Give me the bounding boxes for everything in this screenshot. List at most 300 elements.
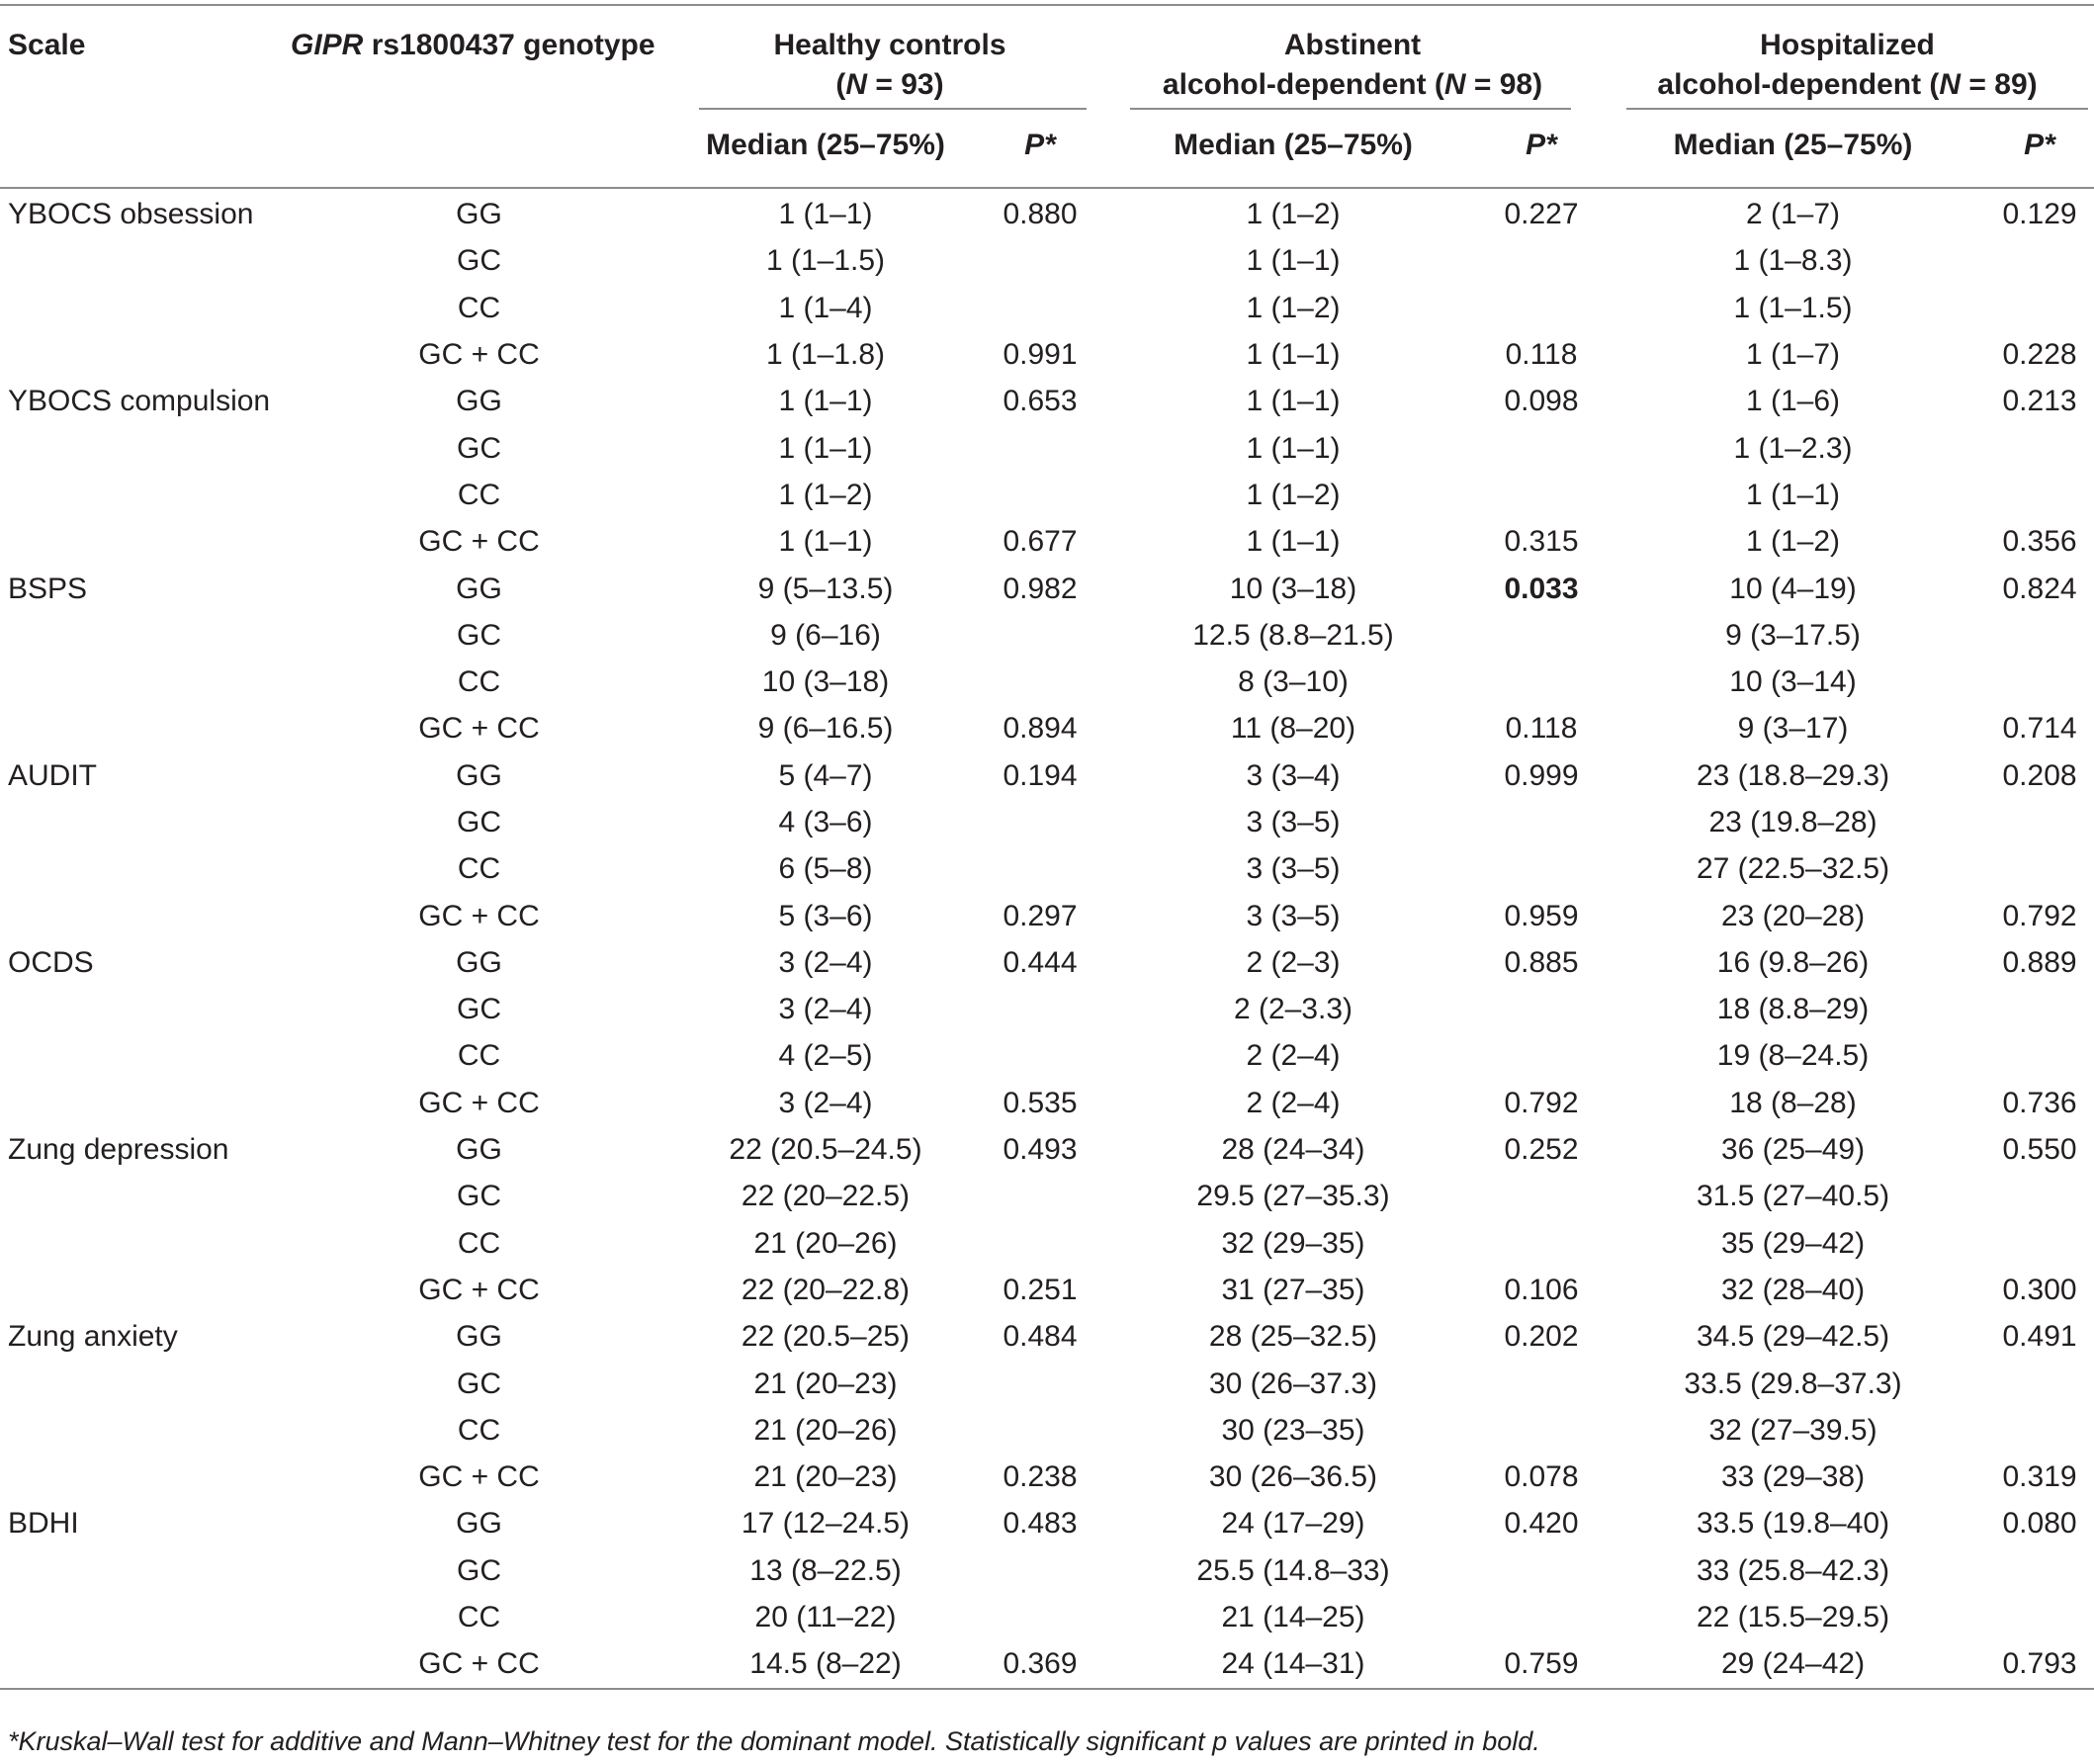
abstinent-p-cell: 0.202: [1504, 1320, 1579, 1354]
abstinent-median-cell: 30 (26–36.5): [1208, 1460, 1378, 1494]
healthy-median-cell: 9 (6–16): [770, 618, 881, 652]
hospitalized-median-cell: 1 (1–2): [1745, 525, 1841, 559]
genotype-cell: GC: [457, 1367, 501, 1400]
healthy-p-cell: [976, 1032, 1104, 1079]
hospitalized-median-cell: 34.5 (29–42.5): [1696, 1320, 1890, 1354]
genotype-cell: GG: [456, 198, 502, 231]
abstinent-p-cell: 0.033: [1504, 572, 1579, 605]
abstinent-p-cell: 0.315: [1504, 525, 1579, 559]
healthy-p-cell: [976, 799, 1104, 845]
healthy-median-cell: 3 (2–4): [778, 945, 873, 979]
abstinent-p-cell: [1482, 237, 1601, 284]
healthy-median-cell: 10 (3–18): [761, 665, 890, 699]
header-p: P*: [976, 116, 1104, 188]
scale-cell: [0, 1594, 283, 1640]
healthy-median-cell: 14.5 (8–22): [675, 1640, 976, 1688]
abstinent-p-cell: [1482, 424, 1601, 471]
table-row: [0, 1360, 2094, 1406]
healthy-median-cell: 22 (20.5–25): [741, 1320, 911, 1354]
abstinent-median-cell: 3 (3–5): [1246, 852, 1341, 886]
healthy-median-cell: 6 (5–8): [778, 852, 873, 886]
healthy-p-cell: [976, 986, 1104, 1032]
genotype-cell: CC: [457, 478, 501, 511]
table-row: [0, 1126, 2094, 1173]
header-genotype: [283, 5, 675, 116]
healthy-median-cell: 1 (1–1): [778, 431, 873, 465]
healthy-median-cell: 20 (11–22): [754, 1601, 897, 1634]
genotype-cell: CC: [457, 665, 501, 699]
healthy-p-cell: [976, 1594, 1104, 1640]
abstinent-median-cell: 2 (2–3.3): [1233, 993, 1353, 1026]
abstinent-median-cell: 1 (1–1): [1246, 244, 1341, 278]
scale-cell: [0, 518, 283, 565]
healthy-p-cell: 0.369: [976, 1640, 1104, 1688]
genotype-cell: GC + CC: [418, 899, 540, 932]
abstinent-median-cell: 24 (14–31): [1104, 1640, 1482, 1688]
healthy-median-cell: 1 (1–1.8): [765, 338, 886, 372]
healthy-p-cell: 0.297: [1003, 899, 1078, 932]
healthy-median-cell: 22 (20–22.8): [741, 1273, 911, 1306]
hospitalized-median-cell: 10 (3–14): [1729, 665, 1857, 699]
healthy-p-cell: [976, 472, 1104, 518]
hospitalized-median-cell: 23 (18.8–29.3): [1696, 758, 1890, 792]
hospitalized-median-cell: 10 (4–19): [1729, 572, 1857, 605]
hospitalized-p-cell: [1985, 472, 2094, 518]
hospitalized-median-cell: 1 (1–1.5): [1733, 291, 1853, 324]
healthy-p-cell: 0.444: [1003, 945, 1078, 979]
genotype-cell: GC: [457, 806, 501, 838]
table-row: [0, 285, 2094, 331]
hospitalized-median-cell: 23 (20–28): [1720, 899, 1866, 932]
scale-cell: [0, 659, 283, 705]
header-group-healthy-line2: (N = 93): [835, 68, 944, 101]
table-row: [0, 799, 2094, 845]
hospitalized-median-cell: 32 (28–40): [1720, 1273, 1866, 1306]
hospitalized-median-cell: 33.5 (29.8–37.3): [1684, 1367, 1902, 1400]
healthy-median-cell: 1 (1–1.5): [765, 244, 886, 278]
genotype-cell: GC: [457, 993, 501, 1026]
healthy-p-cell: 0.251: [1003, 1273, 1078, 1306]
table-row: [0, 752, 2094, 799]
healthy-p-cell: 0.677: [1003, 525, 1078, 559]
header-scale: Scale: [8, 29, 86, 61]
scale-cell: AUDIT: [8, 758, 97, 792]
hospitalized-p-cell: 0.228: [2002, 338, 2077, 372]
hospitalized-p-cell: [1985, 1407, 2094, 1454]
hospitalized-median-cell: 36 (25–49): [1720, 1133, 1866, 1167]
genotype-cell: GC + CC: [283, 1640, 675, 1688]
healthy-p-cell: [976, 1220, 1104, 1267]
table-row: [0, 845, 2094, 892]
hospitalized-p-cell: [1985, 237, 2094, 284]
abstinent-p-cell: [1482, 285, 1601, 331]
abstinent-p-cell: 0.098: [1504, 385, 1579, 418]
healthy-median-cell: 1 (1–1): [778, 385, 873, 418]
table-row: [0, 1173, 2094, 1219]
abstinent-p-cell: [1482, 472, 1601, 518]
abstinent-median-cell: 32 (29–35): [1221, 1226, 1365, 1260]
healthy-median-cell: 1 (1–1): [778, 198, 873, 231]
scale-cell: [0, 1032, 283, 1079]
genotype-cell: GC: [457, 1553, 501, 1587]
scale-cell: BDHI: [8, 1507, 79, 1541]
hospitalized-median-cell: 22 (15.5–29.5): [1696, 1601, 1890, 1634]
header-blank: [0, 116, 283, 188]
scale-cell: [0, 1454, 283, 1500]
abstinent-p-cell: 0.999: [1504, 758, 1579, 792]
genotype-cell: CC: [457, 1413, 501, 1447]
table-row: [0, 1032, 2094, 1079]
genotype-cell: GG: [456, 572, 502, 605]
table-row: [0, 1220, 2094, 1267]
scale-cell: YBOCS compulsion: [8, 385, 271, 418]
abstinent-median-cell: 10 (3–18): [1229, 572, 1357, 605]
healthy-p-cell: [976, 659, 1104, 705]
scale-cell: [0, 799, 283, 845]
healthy-median-cell: 21 (20–23): [753, 1367, 898, 1400]
hospitalized-p-cell: 0.208: [2002, 758, 2077, 792]
healthy-median-cell: 21 (20–26): [753, 1226, 898, 1260]
table-row: [0, 659, 2094, 705]
genotype-cell: GG: [456, 1320, 502, 1354]
abstinent-median-cell: 1 (1–1): [1246, 385, 1341, 418]
abstinent-p-cell: 0.792: [1504, 1086, 1579, 1119]
hospitalized-p-cell: [1985, 1360, 2094, 1406]
header-group-hospitalized-line2: alcohol-dependent (N = 89): [1657, 68, 2038, 101]
abstinent-median-cell: 28 (25–32.5): [1208, 1320, 1378, 1354]
table-header: [0, 5, 2094, 188]
genotype-cell: GC + CC: [418, 525, 540, 559]
abstinent-p-cell: 0.252: [1504, 1133, 1579, 1167]
hospitalized-median-cell: 2 (1–7): [1745, 198, 1841, 231]
table-footnote: *Kruskal–Wall test for additive and Mann–Whitney test for the dominant model. Statistically significant p values are printed in bold.: [8, 1726, 1540, 1756]
table-row: [0, 1547, 2094, 1594]
healthy-median-cell: 4 (3–6): [778, 806, 873, 838]
hospitalized-median-cell: 27 (22.5–32.5): [1696, 852, 1890, 886]
genotype-cell: GG: [456, 385, 502, 418]
healthy-p-cell: [976, 424, 1104, 471]
hospitalized-p-cell: 0.319: [2002, 1460, 2077, 1494]
hospitalized-median-cell: 32 (27–39.5): [1708, 1413, 1877, 1447]
healthy-median-cell: 4 (2–5): [778, 1039, 873, 1073]
genotype-cell: GC + CC: [418, 1273, 540, 1306]
table-row: [0, 378, 2094, 424]
header-group-healthy: [675, 5, 1104, 116]
abstinent-median-cell: 2 (2–4): [1246, 1086, 1341, 1119]
healthy-median-cell: 5 (3–6): [778, 899, 873, 932]
hospitalized-median-cell: 33 (29–38): [1720, 1460, 1866, 1494]
healthy-p-cell: 0.238: [1003, 1460, 1078, 1494]
hospitalized-median-cell: 31.5 (27–40.5): [1696, 1180, 1890, 1213]
hospitalized-p-cell: [1985, 1173, 2094, 1219]
abstinent-p-cell: [1482, 1220, 1601, 1267]
abstinent-p-cell: 0.106: [1504, 1273, 1579, 1306]
genotype-cell: GC: [457, 244, 501, 278]
healthy-median-cell: 21 (20–23): [753, 1460, 898, 1494]
abstinent-p-cell: 0.885: [1504, 945, 1579, 979]
healthy-p-cell: [976, 285, 1104, 331]
table-row: [0, 939, 2094, 986]
header-group-hospitalized-line1: Hospitalized: [1760, 29, 1935, 61]
healthy-p-cell: 0.982: [1003, 572, 1078, 605]
healthy-median-cell: 22 (20.5–24.5): [729, 1133, 922, 1167]
abstinent-p-cell: [1482, 1032, 1601, 1079]
genotype-cell: GC: [457, 1180, 501, 1213]
healthy-p-cell: [976, 1360, 1104, 1406]
healthy-median-cell: 21 (20–26): [753, 1413, 898, 1447]
table-row: [0, 188, 2094, 237]
hospitalized-p-cell: [1985, 285, 2094, 331]
hospitalized-median-cell: 1 (1–8.3): [1733, 244, 1853, 278]
healthy-p-cell: [976, 1173, 1104, 1219]
genotype-cell: GG: [456, 1133, 502, 1167]
hospitalized-median-cell: 29 (24–42): [1601, 1640, 1985, 1688]
table-row: [0, 1640, 2094, 1688]
abstinent-p-cell: [1482, 1360, 1601, 1406]
abstinent-p-cell: [1482, 612, 1601, 659]
genotype-cell: GC + CC: [418, 1460, 540, 1494]
genotype-cell: GC + CC: [418, 1086, 540, 1119]
hospitalized-p-cell: 0.356: [2002, 525, 2077, 559]
abstinent-median-cell: 11 (8–20): [1230, 712, 1356, 746]
hospitalized-p-cell: [1985, 1032, 2094, 1079]
abstinent-median-cell: 1 (1–2): [1246, 478, 1341, 511]
hospitalized-p-cell: 0.213: [2002, 385, 2077, 418]
header-genotype-gene: GIPR: [291, 29, 364, 61]
healthy-p-cell: 0.653: [1003, 385, 1078, 418]
table-row: [0, 424, 2094, 471]
hospitalized-median-cell: 1 (1–2.3): [1733, 431, 1853, 465]
table-row: [0, 1407, 2094, 1454]
genotype-cell: CC: [457, 1601, 501, 1634]
header-group-abstinent: [1104, 5, 1601, 116]
abstinent-p-cell: [1482, 659, 1601, 705]
scale-cell: [0, 705, 283, 751]
hospitalized-p-cell: 0.793: [1985, 1640, 2094, 1688]
healthy-median-cell: 5 (4–7): [778, 758, 873, 792]
hospitalized-p-cell: [1985, 424, 2094, 471]
hospitalized-median-cell: 18 (8.8–29): [1716, 993, 1870, 1026]
abstinent-p-cell: [1482, 986, 1601, 1032]
header-median: Median (25–75%): [675, 116, 976, 188]
abstinent-median-cell: 1 (1–2): [1246, 198, 1341, 231]
hospitalized-p-cell: 0.736: [2002, 1086, 2077, 1119]
table-row: [0, 1500, 2094, 1546]
scale-cell: [0, 285, 283, 331]
abstinent-p-cell: [1482, 1407, 1601, 1454]
table-row: [0, 237, 2094, 284]
scale-cell: Zung anxiety: [8, 1320, 178, 1354]
table-row: [0, 1267, 2094, 1313]
hospitalized-median-cell: 1 (1–1): [1745, 478, 1841, 511]
abstinent-median-cell: 1 (1–1): [1246, 431, 1341, 465]
healthy-median-cell: 3 (2–4): [778, 993, 873, 1026]
healthy-median-cell: 13 (8–22.5): [749, 1553, 902, 1587]
header-group-rule: [1130, 108, 1571, 110]
healthy-median-cell: 22 (20–22.5): [741, 1180, 911, 1213]
scale-cell: [0, 1360, 283, 1406]
hospitalized-p-cell: [1985, 1547, 2094, 1594]
genotype-cell: GC: [457, 431, 501, 465]
scale-cell: [0, 331, 283, 378]
scale-cell: [0, 1640, 283, 1688]
genotype-cell: CC: [457, 1039, 501, 1073]
abstinent-median-cell: 31 (27–35): [1221, 1273, 1365, 1306]
scale-cell: [0, 1080, 283, 1126]
abstinent-p-cell: [1482, 1594, 1601, 1640]
genotype-cell: GC + CC: [418, 712, 540, 746]
genotype-cell: GG: [456, 1507, 502, 1541]
header-group-hospitalized: [1601, 5, 2094, 116]
header-median: Median (25–75%): [1601, 116, 1985, 188]
abstinent-p-cell: 0.118: [1505, 712, 1578, 746]
healthy-p-cell: 0.991: [1003, 338, 1078, 372]
abstinent-median-cell: 30 (26–37.3): [1208, 1367, 1378, 1400]
hospitalized-p-cell: [1985, 612, 2094, 659]
abstinent-median-cell: 3 (3–5): [1246, 806, 1341, 838]
scale-cell: [0, 1547, 283, 1594]
genotype-cell: CC: [457, 1226, 501, 1260]
hospitalized-p-cell: 0.129: [2002, 198, 2077, 231]
abstinent-p-cell: [1482, 1173, 1601, 1219]
hospitalized-median-cell: 19 (8–24.5): [1716, 1039, 1870, 1073]
header-p: P*: [1482, 116, 1601, 188]
header-group-healthy-line1: Healthy controls: [773, 29, 1006, 61]
header-blank: [283, 116, 675, 188]
healthy-median-cell: 1 (1–1): [778, 525, 873, 559]
header-group-abstinent-line2: alcohol-dependent (N = 98): [1162, 68, 1543, 101]
abstinent-median-cell: 3 (3–5): [1246, 899, 1341, 932]
healthy-p-cell: [976, 612, 1104, 659]
hospitalized-p-cell: [1985, 1594, 2094, 1640]
genotype-cell: CC: [457, 852, 501, 886]
healthy-median-cell: 3 (2–4): [778, 1086, 873, 1119]
hospitalized-p-cell: 0.824: [2002, 572, 2077, 605]
scale-cell: [0, 1267, 283, 1313]
header-median: Median (25–75%): [1104, 116, 1482, 188]
table-row: [0, 705, 2094, 751]
abstinent-p-cell: [1482, 845, 1601, 892]
table-body: [0, 188, 2094, 1689]
scale-cell: [0, 845, 283, 892]
scale-cell: [0, 892, 283, 938]
table-row: [0, 892, 2094, 938]
abstinent-p-cell: 0.959: [1504, 899, 1579, 932]
abstinent-p-cell: 0.227: [1504, 198, 1579, 231]
hospitalized-p-cell: [1985, 845, 2094, 892]
hospitalized-p-cell: 0.550: [2002, 1133, 2077, 1167]
healthy-median-cell: 9 (6–16.5): [757, 712, 894, 746]
hospitalized-p-cell: [1985, 986, 2094, 1032]
abstinent-median-cell: 8 (3–10): [1238, 665, 1349, 699]
healthy-p-cell: 0.535: [1003, 1086, 1078, 1119]
header-group-abstinent-line1: Abstinent: [1283, 29, 1422, 61]
hospitalized-median-cell: 16 (9.8–26): [1716, 945, 1870, 979]
abstinent-p-cell: [1482, 799, 1601, 845]
hospitalized-median-cell: 1 (1–7): [1745, 338, 1841, 372]
scale-cell: [0, 612, 283, 659]
hospitalized-p-cell: 0.080: [2002, 1507, 2077, 1541]
header-genotype-rest: rs1800437 genotype: [363, 29, 655, 61]
table-row: [0, 1313, 2094, 1360]
scale-cell: [0, 1173, 283, 1219]
healthy-p-cell: [976, 1547, 1104, 1594]
healthy-p-cell: [976, 1407, 1104, 1454]
hospitalized-p-cell: 0.792: [2002, 899, 2077, 932]
table-row: [0, 472, 2094, 518]
table-row: [0, 1080, 2094, 1126]
healthy-median-cell: 17 (12–24.5): [741, 1507, 911, 1541]
abstinent-median-cell: 29.5 (27–35.3): [1196, 1180, 1390, 1213]
healthy-median-cell: 1 (1–4): [778, 291, 873, 324]
abstinent-median-cell: 2 (2–4): [1246, 1039, 1341, 1073]
scale-cell: [0, 986, 283, 1032]
healthy-median-cell: 1 (1–2): [778, 478, 873, 511]
abstinent-median-cell: 21 (14–25): [1221, 1601, 1365, 1634]
abstinent-median-cell: 12.5 (8.8–21.5): [1192, 618, 1394, 652]
healthy-median-cell: 9 (5–13.5): [757, 572, 894, 605]
hospitalized-p-cell: 0.300: [2002, 1273, 2077, 1306]
hospitalized-p-cell: 0.889: [2002, 945, 2077, 979]
genotype-cell: GC + CC: [418, 338, 540, 372]
abstinent-median-cell: 1 (1–2): [1246, 291, 1341, 324]
hospitalized-median-cell: 33.5 (19.8–40): [1696, 1507, 1890, 1541]
hospitalized-median-cell: 35 (29–42): [1720, 1226, 1866, 1260]
table-row: [0, 565, 2094, 611]
healthy-p-cell: 0.880: [1003, 198, 1078, 231]
scale-cell: [0, 1220, 283, 1267]
scale-cell: [0, 472, 283, 518]
abstinent-p-cell: 0.078: [1504, 1460, 1579, 1494]
hospitalized-p-cell: [1985, 799, 2094, 845]
abstinent-median-cell: 3 (3–4): [1246, 758, 1341, 792]
table-row: [0, 331, 2094, 378]
abstinent-p-cell: 0.759: [1482, 1640, 1601, 1688]
hospitalized-p-cell: [1985, 1220, 2094, 1267]
scale-cell: [0, 1407, 283, 1454]
scale-cell: YBOCS obsession: [8, 198, 254, 231]
hospitalized-p-cell: 0.491: [2002, 1320, 2077, 1354]
table-row: [0, 612, 2094, 659]
genotype-cell: GC: [457, 618, 501, 652]
scale-cell: OCDS: [8, 945, 94, 979]
abstinent-median-cell: 2 (2–3): [1246, 945, 1341, 979]
scale-cell: [0, 237, 283, 284]
abstinent-median-cell: 28 (24–34): [1221, 1133, 1365, 1167]
hospitalized-median-cell: 23 (19.8–28): [1708, 806, 1877, 838]
scale-cell: BSPS: [8, 572, 88, 605]
results-table: [0, 4, 2094, 1690]
scale-cell: [0, 424, 283, 471]
abstinent-median-cell: 24 (17–29): [1221, 1507, 1365, 1541]
healthy-p-cell: [976, 237, 1104, 284]
abstinent-median-cell: 1 (1–1): [1246, 525, 1341, 559]
hospitalized-median-cell: 1 (1–6): [1745, 385, 1841, 418]
header-group-rule: [1626, 108, 2088, 110]
hospitalized-p-cell: 0.714: [2002, 712, 2077, 746]
healthy-p-cell: 0.483: [1003, 1507, 1078, 1541]
hospitalized-median-cell: 18 (8–28): [1729, 1086, 1857, 1119]
table-row: [0, 986, 2094, 1032]
hospitalized-median-cell: 9 (3–17): [1737, 712, 1849, 746]
healthy-p-cell: 0.493: [1003, 1133, 1078, 1167]
hospitalized-median-cell: 33 (25.8–42.3): [1696, 1553, 1890, 1587]
hospitalized-median-cell: 9 (3–17.5): [1725, 618, 1861, 652]
table-row: [0, 1454, 2094, 1500]
genotype-cell: GG: [456, 945, 502, 979]
healthy-p-cell: [976, 845, 1104, 892]
scale-cell: Zung depression: [8, 1133, 229, 1167]
